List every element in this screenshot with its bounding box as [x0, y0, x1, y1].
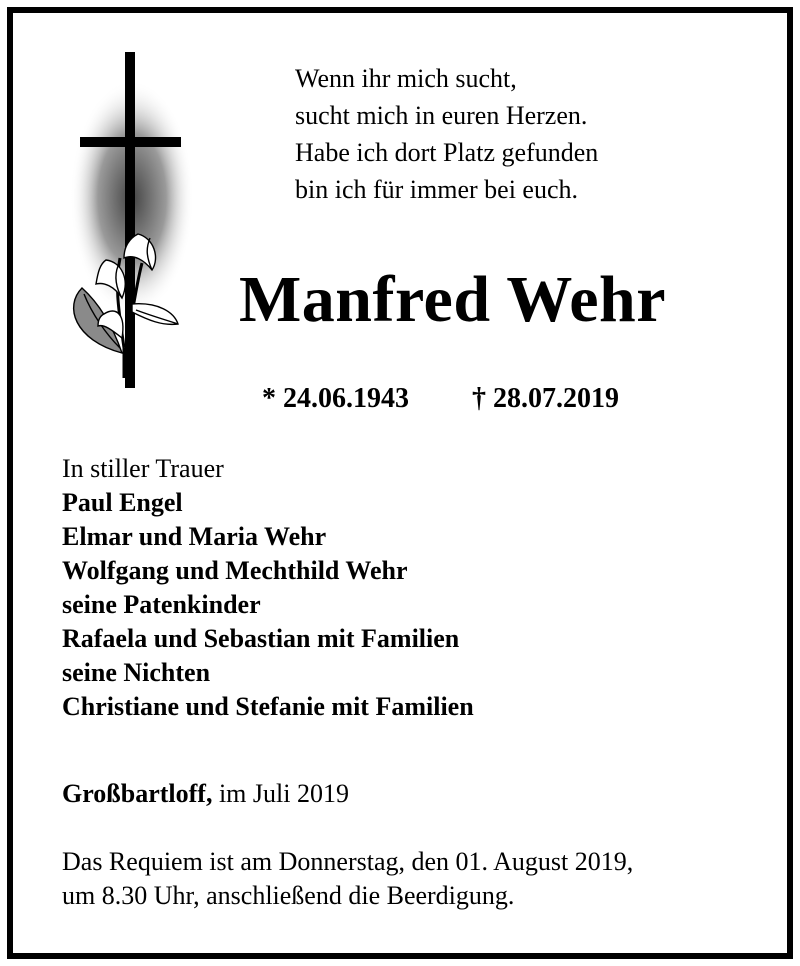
cross-with-lilies-emblem: [62, 48, 202, 396]
requiem-line: Das Requiem ist am Donnerstag, den 01. August 2019,: [62, 847, 634, 876]
requiem-line: um 8.30 Uhr, anschließend die Beerdigung.: [62, 881, 515, 910]
death-date: † 28.07.2019: [472, 383, 619, 414]
mourners-list: [62, 452, 474, 724]
birth-date: * 24.06.1943: [262, 383, 409, 414]
poem-line: Wenn ihr mich sucht,: [295, 64, 517, 93]
mourner-line: Paul Engel: [62, 488, 183, 517]
poem-line: sucht mich in euren Herzen.: [295, 101, 588, 130]
poem-line: bin ich für immer bei euch.: [295, 175, 579, 204]
mourner-line: Wolfgang und Mechthild Wehr: [62, 556, 408, 585]
mourners-intro: In stiller Trauer: [62, 454, 224, 483]
poem-line: Habe ich dort Platz gefunden: [295, 138, 599, 167]
requiem-info: [62, 845, 633, 913]
mourner-line: Christiane und Stefanie mit Familien: [62, 692, 474, 721]
place-and-date: [62, 779, 349, 809]
place-town: Großbartloff,: [62, 779, 213, 808]
poem: [295, 60, 598, 208]
mourner-line: seine Nichten: [62, 658, 211, 687]
deceased-name: Manfred Wehr: [238, 263, 667, 336]
mourner-line: Rafaela und Sebastian mit Familien: [62, 624, 460, 653]
place-date: im Juli 2019: [212, 779, 349, 808]
mourner-line: seine Patenkinder: [62, 590, 261, 619]
mourner-line: Elmar und Maria Wehr: [62, 522, 327, 551]
